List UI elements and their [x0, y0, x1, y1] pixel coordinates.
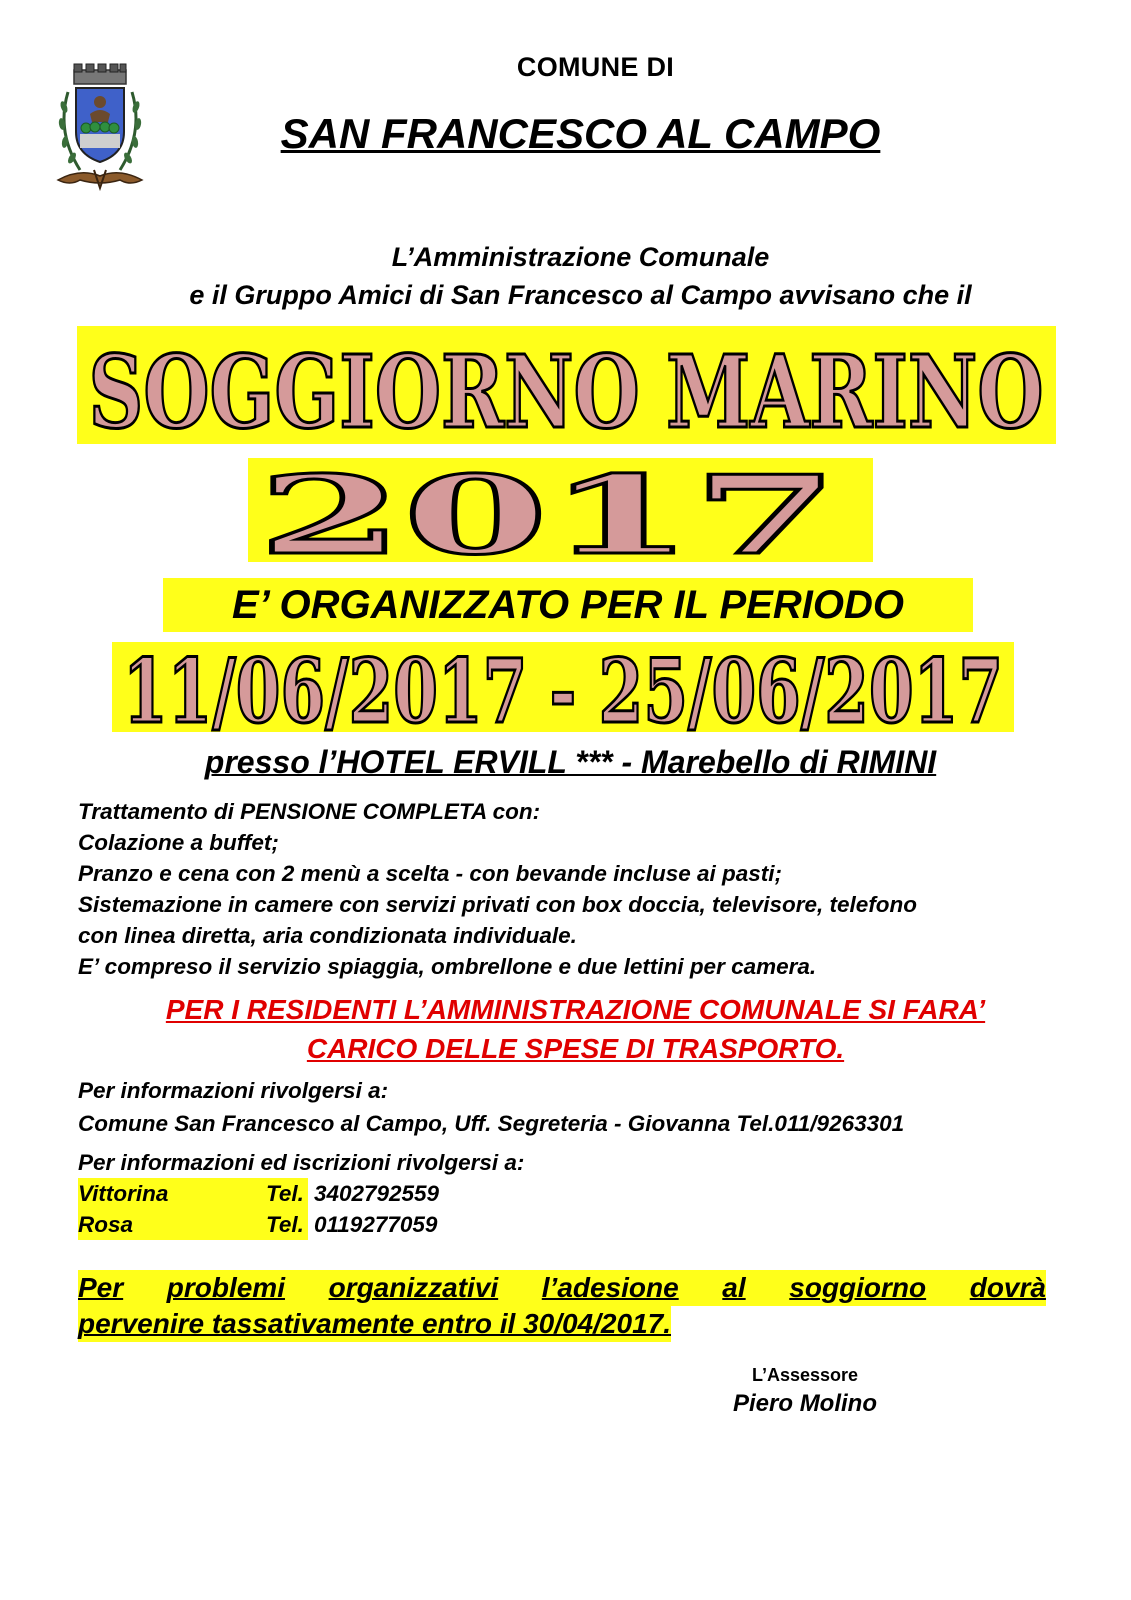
deadline-word: organizzativi: [328, 1272, 499, 1303]
intro-text: [0, 238, 1131, 314]
contact-name: Rosa: [78, 1209, 266, 1240]
main-title-svg: [77, 326, 1056, 444]
signature-name: Piero Molino: [733, 1390, 877, 1417]
organized-period-label: E’ ORGANIZZATO PER IL PERIODO: [163, 578, 973, 632]
contact-row: [78, 1209, 439, 1240]
treatment-details: [78, 796, 1078, 982]
town-name-heading: SAN FRANCESCO AL CAMPO: [280, 110, 881, 157]
intro-line-2: e il Gruppo Amici di San Francesco al Campo avvisano che il: [189, 280, 972, 310]
dates-svg: [112, 642, 1014, 732]
year-box: [248, 458, 873, 562]
info-registration-label: Per informazioni ed iscrizioni rivolgersi a:: [78, 1150, 525, 1175]
main-title-box: [77, 326, 1056, 444]
deadline-word: Per: [78, 1272, 124, 1303]
hotel-location: presso l’HOTEL ERVILL *** - Marebello di RIMINI: [204, 744, 937, 780]
phone-number: 3402792559: [313, 1181, 440, 1206]
intro-line-1: L’Amministrazione Comunale: [391, 242, 770, 272]
office-contact: Comune San Francesco al Campo, Uff. Segreteria - Giovanna Tel.011/9263301: [78, 1111, 905, 1136]
year-text: 2017: [258, 458, 838, 562]
deadline-word: al: [722, 1272, 746, 1303]
contact-list: [78, 1178, 439, 1240]
details-line: E’ compreso il servizio spiaggia, ombrellone e due lettini per camera.: [78, 954, 817, 979]
comune-di-heading: COMUNE DI: [516, 52, 675, 82]
main-title-text: SOGGIORNO MARINO: [88, 333, 1044, 444]
deadline-line-2: pervenire tassativamente entro il 30/04/2017.: [78, 1306, 671, 1342]
contact-name: Vittorina: [78, 1178, 266, 1209]
notice-line-1: PER I RESIDENTI L’AMMINISTRAZIONE COMUNALE SI FARA’: [165, 994, 986, 1025]
details-line: Colazione a buffet;: [78, 830, 279, 855]
tel-label: Tel.: [266, 1209, 308, 1240]
notice-line-2: CARICO DELLE SPESE DI TRASPORTO.: [306, 1033, 845, 1064]
deadline-word: l’adesione: [541, 1272, 679, 1303]
tel-label: Tel.: [266, 1178, 308, 1209]
info-label: Per informazioni rivolgersi a:: [78, 1078, 389, 1103]
deadline-line-1: [78, 1270, 1046, 1306]
signature-role: L’Assessore: [751, 1365, 859, 1385]
dates-text: 11/06/2017 - 25/06/2017: [123, 642, 1004, 732]
deadline-notice: [78, 1270, 1046, 1342]
transport-notice: [0, 990, 1131, 1068]
deadline-word: problemi: [166, 1272, 285, 1303]
details-line: Trattamento di PENSIONE COMPLETA con:: [78, 799, 541, 824]
info-office: [78, 1074, 1088, 1140]
contact-row: [78, 1178, 439, 1209]
year-svg: [248, 458, 873, 562]
phone-number: 0119277059: [313, 1212, 438, 1237]
details-line: Pranzo e cena con 2 menù a scelta - con bevande incluse ai pasti;: [78, 861, 782, 886]
deadline-word: soggiorno: [789, 1272, 927, 1303]
deadline-word: dovrà: [969, 1272, 1046, 1303]
details-line: Sistemazione in camere con servizi privati con box doccia, televisore, telefono: [78, 892, 918, 917]
details-line: con linea diretta, aria condizionata individuale.: [78, 923, 577, 948]
dates-box: [112, 642, 1014, 732]
